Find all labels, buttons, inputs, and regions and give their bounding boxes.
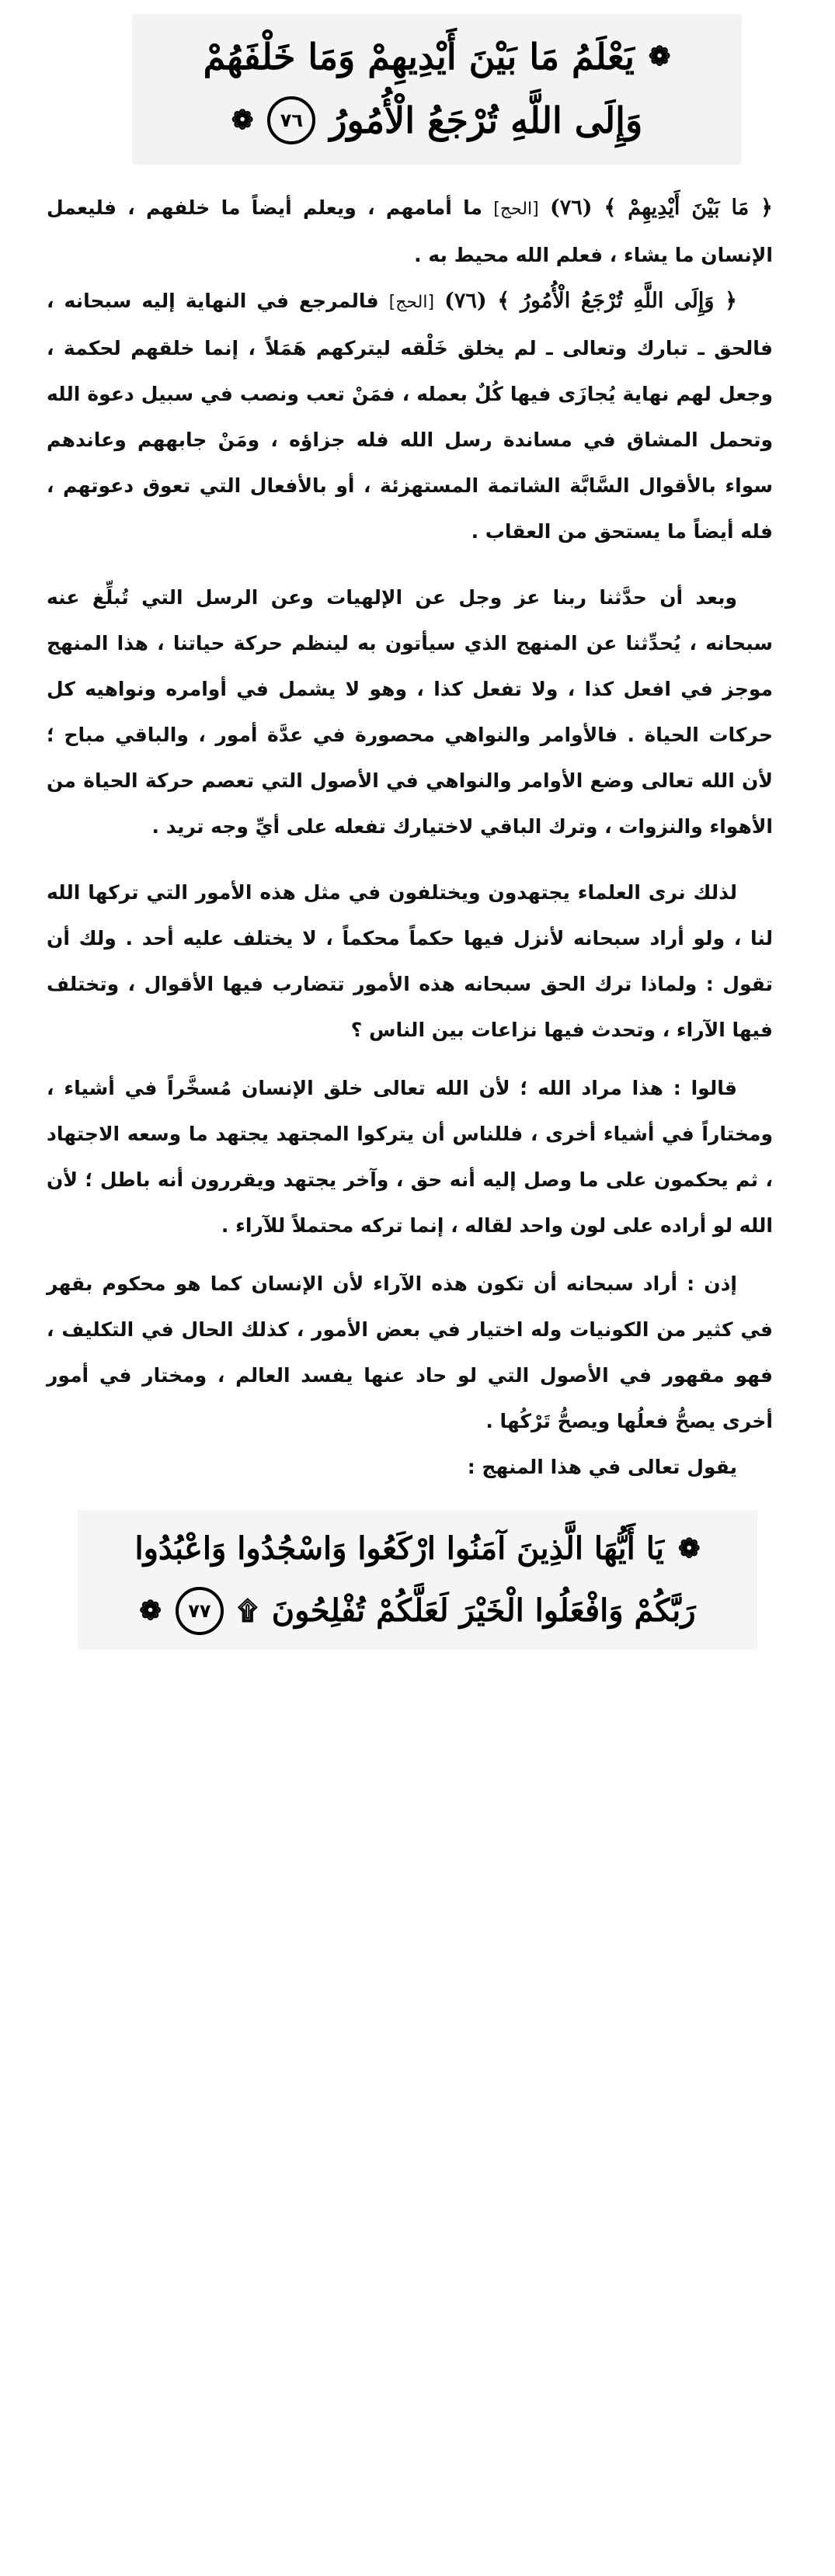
verse-bottom-line-1-text: يَا أَيُّهَا الَّذِينَ آمَنُوا ارْكَعُوا وَاسْجُدُوا وَاعْبُدُوا (134, 1530, 665, 1567)
flower-ornament-icon: ❁ (678, 1533, 701, 1564)
surah-reference: [الحج] (388, 293, 435, 312)
quran-quote: ﴿ مَا بَيْنَ أَيْدِيهِمْ ﴾ (٧٦) (549, 196, 773, 220)
paragraph-2-text: فالمرجع في النهاية إليه سبحانه ، فالحق ـ تبارك وتعالى ـ لم يخلق خَلْقه ليتركهم هَمَلاً ، إنما خلقهم لحكمة ، وجعل لهم نهاية يُجازَى فيها كُلٌ بعمله ، فمَنْ تعب ونصب في سبيل دعوة الله وتحمل المشاق في مساندة رسل الله فله جزاؤه ، ومَنْ جابههم وعاندهم سواء بالأقوال السَّابَّة الشاتمة المستهزئة ، أو بالأفعال التي تعوق دعوتهم ، فله أيضاً ما يستحق من العقاب . (47, 290, 773, 543)
paragraph-5: قالوا : هذا مراد الله ؛ لأن الله تعالى خلق الإنسان مُسخَّراً في أشياء ، ومختاراً في أشياء أخرى ، فللناس أن يتركوا المجتهد يجتهد ما وسعه الاجتهاد ، ثم يحكمون على ما وصل إليه أنه حق ، وآخر يجتهد ويقررون أنه باطل ؛ لأن الله لو أراده على لون واحد لقاله ، إنما تركه محتملاً للآراء . (47, 1077, 773, 1237)
paragraph-4: لذلك نرى العلماء يجتهدون ويختلفون في مثل هذه الأمور التي تركها الله لنا ، ولو أراد سبحانه لأنزل فيها حكماً محكماً ، لا يختلف عليه أحد . ولك أن تقول : ولماذا ترك الحق سبحانه هذه الأمور تتضارب فيها الأقوال ، وتختلف فيها الآراء ، وتحدث فيها نزاعات بين الناس ؟ (47, 881, 773, 1041)
commentary-text (47, 185, 773, 1490)
ayah-end-circle-icon: ٧٧ (176, 1587, 224, 1635)
surah-reference: [الحج] (493, 200, 539, 219)
verse-bottom-line-2-text: رَبَّكُمْ وَافْعَلُوا الْخَيْرَ لَعَلَّكُمْ تُفْلِحُونَ (271, 1592, 696, 1629)
verse-top-line-2-text: وَإِلَى اللَّهِ تُرْجَعُ الْأُمُورُ (329, 99, 643, 141)
verse-bottom-line-2 (78, 1580, 757, 1642)
verse-bottom-line-1 (78, 1518, 757, 1580)
verse-block-top (132, 14, 742, 165)
quran-quote: ﴿ وَإِلَى اللَّهِ تُرْجَعُ الْأُمُورُ ﴾ (٧٦) (444, 289, 737, 313)
paragraph-2 (47, 278, 773, 554)
paragraph-1-text: ما أمامهم ، ويعلم أيضاً ما خلفهم ، فليعمل الإنسان ما يشاء ، فعلم الله محيط به . (47, 196, 773, 266)
paragraph-1 (47, 185, 773, 278)
paragraph-7: يقول تعالى في هذا المنهج : (467, 1456, 737, 1478)
paragraph-3: وبعد أن حدَّثنا ربنا عز وجل عن الإلهيات وعن الرسل التي تُبلِّغ عنه سبحانه ، يُحدِّثنا عن المنهج الذي سيأتون به لينظم حركة حياتنا ، هذا المنهج موجز في افعل كذا ، ولا تفعل كذا ، وهو لا يشمل في أوامره ونواهيه كل حركات الحياة . فالأوامر والنواهي محصورة في عدَّة أمور ، والباقي مباح ؛ لأن الله تعالى وضع الأوامر والنواهي في الأصول التي تعصم حركة الحياة من الأهواء والنزوات ، وترك الباقي لاختيارك تفعله على أيِّ وجه تريد . (47, 586, 773, 838)
flower-ornament-icon: ❁ (139, 1595, 162, 1626)
sajda-lamp-icon: ۩ (237, 1595, 258, 1626)
verse-top-line-2 (140, 89, 734, 152)
verse-top-line-1 (140, 25, 734, 89)
flower-ornament-icon: ❁ (648, 41, 671, 72)
paragraph-6: إذن : أراد سبحانه أن تكون هذه الآراء لأن الإنسان كما هو محكوم بقهر في كثير من الكونيات وله اختيار في بعض الأمور ، كذلك الحال في التكليف ، فهو مقهور في الأصول التي لو حاد عنها يفسد العالم ، ومختار في أمور أخرى يصحُّ فعلُها ويصحُّ تَرْكُها . (47, 1272, 773, 1432)
flower-ornament-icon: ❁ (231, 105, 254, 136)
verse-block-bottom (78, 1510, 757, 1650)
ayah-end-circle-icon: ٧٦ (267, 96, 315, 144)
verse-top-line-1-text: يَعْلَمُ مَا بَيْنَ أَيْدِيهِمْ وَمَا خَلْفَهُمْ (203, 36, 635, 78)
